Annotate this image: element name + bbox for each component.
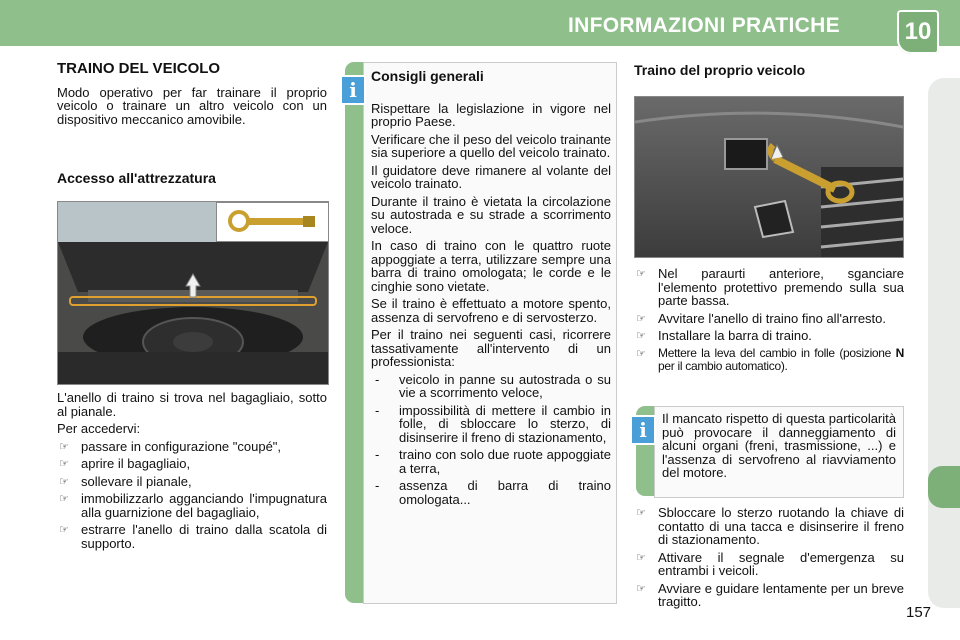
trunk-photo (57, 201, 329, 385)
access-title: Accesso all'attrezzatura (57, 170, 216, 186)
bumper-illustration (635, 97, 903, 257)
info-sidebar (345, 62, 363, 603)
list-item: ☞ aprire il bagagliaio, (57, 457, 327, 471)
gear-step-suffix: per il cambio automatico). (658, 359, 788, 373)
warning-text: Il mancato rispetto di questa particolarità può provocare il danneggiamento di alcuni organi (freni, trasmissione, ...) e l'assenza di servofreno al riavviamento del motore. (662, 411, 896, 480)
list-item: ☞ Avvitare l'anello di traino fino all'arresto. (634, 312, 904, 326)
chapter-number: 10 (897, 10, 939, 54)
bumper-photo (634, 96, 904, 258)
neutral-position: N (895, 345, 904, 360)
page-title: INFORMAZIONI PRATICHE (568, 14, 840, 37)
advice-paragraph: In caso di traino con le quattro ruote appoggiate a terra, utilizzare sempre una barra di traino omologata; le corde e le cinghie sono vietate. (371, 238, 611, 294)
warning-text-wrap (662, 412, 896, 484)
access-steps (57, 440, 327, 551)
info-icon: i (340, 75, 366, 105)
list-item: ☞ immobilizzarlo agganciando l'impugnatura alla guarnizione del bagagliaio, (57, 492, 327, 519)
ring-location-text: L'anello di traino si trova nel bagagliaio, sotto al pianale. (57, 390, 327, 419)
tow-ring-inset (216, 202, 329, 242)
list-item (634, 347, 904, 374)
right-column-steps (634, 267, 904, 378)
general-advice-title: Consigli generali (371, 68, 484, 84)
right-column-title-wrap (634, 64, 904, 78)
list-item: ☞ passare in configurazione "coupé", (57, 440, 327, 454)
final-steps (634, 506, 904, 609)
intro-text: Modo operativo per far trainare il proprio veicolo o trainare un altro veicolo con un dispositivo meccanico amovibile. (57, 84, 327, 127)
professional-cases (371, 373, 611, 507)
list-item: ☞ sollevare il pianale, (57, 475, 327, 489)
list-item: - veicolo in panne su autostrada o su vie a scorrimento veloce, (371, 373, 611, 400)
list-item: ☞ Sbloccare lo sterzo ruotando la chiave di contatto di una tacca e disinserire il freno di stazionamento. (634, 506, 904, 547)
list-item: ☞ Installare la barra di traino. (634, 329, 904, 343)
list-item: ☞ estrarre l'anello di traino dalla scatola di supporto. (57, 523, 327, 550)
list-item: - impossibilità di mettere il cambio in folle, di sbloccare lo sterzo, di disinserire il freno di stazionamento, (371, 404, 611, 445)
advice-paragraph: Verificare che il peso del veicolo trainante sia superiore a quello del veicolo trainato. (371, 131, 611, 160)
right-column-final (634, 506, 904, 613)
info-icon: i (630, 415, 656, 445)
gear-step-prefix: Mettere la leva del cambio in folle (posizione (658, 345, 896, 360)
left-column (57, 62, 327, 186)
page-number: 157 (906, 604, 932, 621)
list-item: - traino con solo due ruote appoggiate a terra, (371, 448, 611, 475)
list-item: ☞ Nel paraurti anteriore, sganciare l'elemento protettivo premendo sulla sua parte bassa. (634, 267, 904, 308)
list-item: ☞ Attivare il segnale d'emergenza su entrambi i veicoli. (634, 551, 904, 578)
access-intro: Per accedervi: (57, 421, 141, 436)
advice-paragraph: Rispettare la legislazione in vigore nel proprio Paese. (371, 100, 611, 129)
section-title: TRAINO DEL VEICOLO (57, 60, 221, 77)
side-tab-active (928, 466, 960, 508)
advice-paragraph: Il guidatore deve rimanere al volante del veicolo trainato. (371, 162, 611, 191)
tow-ring-icon (217, 203, 329, 241)
side-tab-strip (928, 78, 960, 608)
towing-steps (634, 267, 904, 374)
advice-paragraph: Se il traino è effettuato a motore spento, assenza di servofreno e di servosterzo. (371, 296, 611, 325)
own-vehicle-towing-title: Traino del proprio veicolo (634, 62, 806, 78)
advice-paragraph: Per il traino nei seguenti casi, ricorrere tassativamente all'intervento di un professionista: (371, 327, 611, 369)
left-column-lower (57, 391, 327, 554)
list-item: ☞ Avviare e guidare lentamente per un breve tragitto. (634, 582, 904, 609)
advice-paragraph: Durante il traino è vietata la circolazione su autostrada e su strade a scorrimento veloce. (371, 193, 611, 236)
list-item: - assenza di barra di traino omologata... (371, 479, 611, 506)
middle-column (371, 70, 611, 510)
